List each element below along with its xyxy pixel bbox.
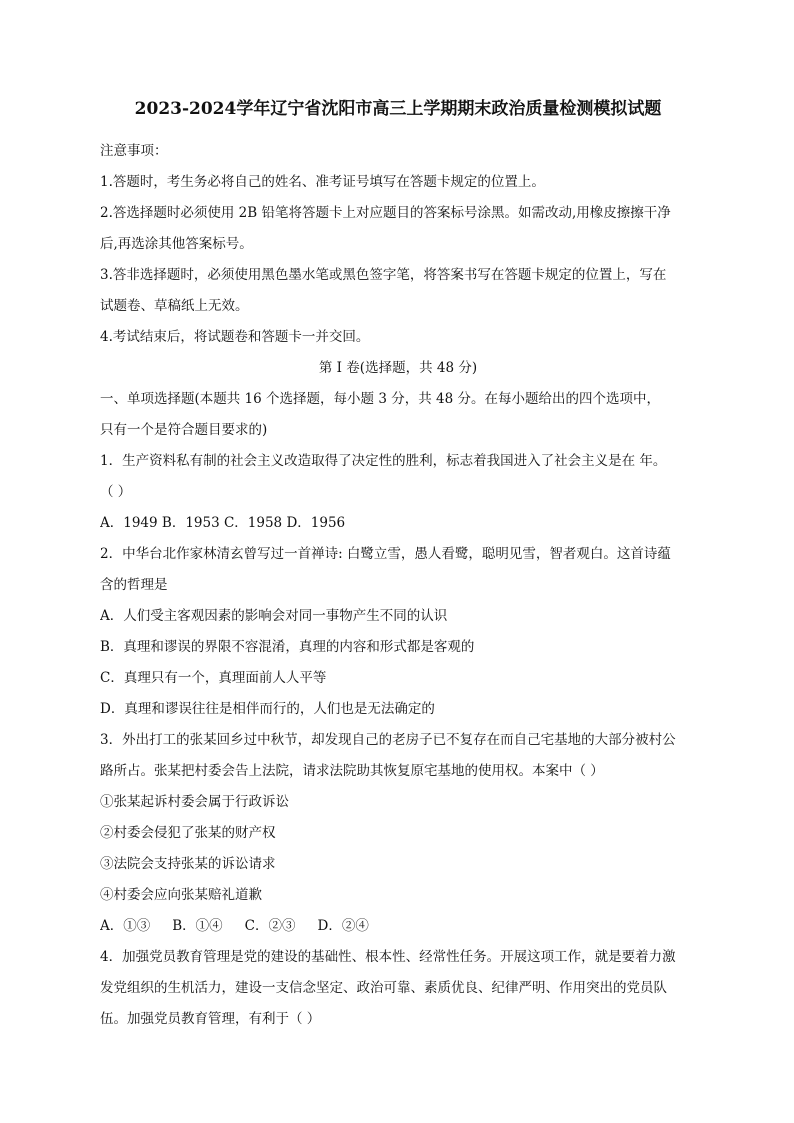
notice-item: 试题卷、草稿纸上无效。 xyxy=(100,298,249,314)
notice-item: 后,再选涂其他答案标号。 xyxy=(100,236,253,252)
question-1-stem: 1．生产资料私有制的社会主义改造取得了决定性的胜利，标志着我国进入了社会主义是在 年。 xyxy=(100,453,667,469)
exam-page xyxy=(100,96,696,1035)
part-heading: 一、单项选择题(本题共 16 个选择题，每小题 3 分，共 48 分。在每小题给出的四个选项中， xyxy=(100,391,660,407)
question-1-blank: （ ） xyxy=(100,484,132,500)
notice-item: 2.答选择题时必须使用 2B 铅笔将答题卡上对应题目的答案标号涂黑。如需改动,用橡皮擦擦干净 xyxy=(100,205,671,221)
question-3-option-a: A．①③ xyxy=(100,918,151,934)
question-3-option-b: B．①④ xyxy=(172,918,223,934)
question-3-option-c: C．②③ xyxy=(244,918,296,934)
notice-item: 3.答非选择题时，必须使用黑色墨水笔或黑色签字笔，将答案书写在答题卡规定的位置上，写在 xyxy=(100,267,667,283)
exam-title: 2023-2024学年辽宁省沈阳市高三上学期期末政治质量检测模拟试题 xyxy=(134,99,662,119)
part-heading-cont: 只有一个是符合题目要求的) xyxy=(100,422,268,438)
question-4-stem: 4．加强党员教育管理是党的建设的基础性、根本性、经常性任务。开展这项工作，就是要着力激 xyxy=(100,949,676,965)
notice-item: 1.答题时，考生务必将自己的姓名、准考证号填写在答题卡规定的位置上。 xyxy=(100,174,545,190)
question-3-item-2: ②村委会侵犯了张某的财产权 xyxy=(100,825,276,841)
question-2-option-d: D．真理和谬误往往是相伴而行的，人们也是无法确定的 xyxy=(100,701,435,717)
question-3-item-1: ①张某起诉村委会属于行政诉讼 xyxy=(100,794,289,810)
question-2-option-c: C．真理只有一个，真理面前人人平等 xyxy=(100,670,327,686)
notice-item: 4.考试结束后，将试题卷和答题卡一并交回。 xyxy=(100,329,370,345)
question-2-stem: 2．中华台北作家林清玄曾写过一首禅诗: 白鹭立雪，愚人看鹭，聪明见雪，智者观白。这首诗蕴 xyxy=(100,546,671,562)
question-2-stem-cont: 含的哲理是 xyxy=(100,577,168,593)
question-3-item-3: ③法院会支持张某的诉讼请求 xyxy=(100,856,276,872)
question-2-option-a: A．人们受主客观因素的影响会对同一事物产生不同的认识 xyxy=(100,608,448,624)
notice-heading: 注意事项： xyxy=(100,143,168,159)
question-3-stem-cont: 路所占。张某把村委会告上法院，请求法院助其恢复原宅基地的使用权。本案中（ ） xyxy=(100,763,604,779)
question-3-item-4: ④村委会应向张某赔礼道歉 xyxy=(100,887,262,903)
question-4-stem-cont: 发党组织的生机活力，建设一支信念坚定、政治可靠、素质优良、纪律严明、作用突出的党员队 xyxy=(100,980,667,996)
question-3-stem: 3．外出打工的张某回乡过中秋节，却发现自己的老房子已不复存在而自己宅基地的大部分被村公 xyxy=(100,732,676,748)
question-4-stem-end: 伍。加强党员教育管理，有利于（ ） xyxy=(100,1011,321,1027)
question-1-options: A．1949 B．1953 C．1958 D．1956 xyxy=(100,515,346,531)
question-2-option-b: B．真理和谬误的界限不容混淆，真理的内容和形式都是客观的 xyxy=(100,639,475,655)
question-3-options xyxy=(100,911,696,942)
section-title: 第 I 卷(选择题，共 48 分) xyxy=(318,360,478,376)
question-3-option-d: D．②④ xyxy=(317,918,369,934)
